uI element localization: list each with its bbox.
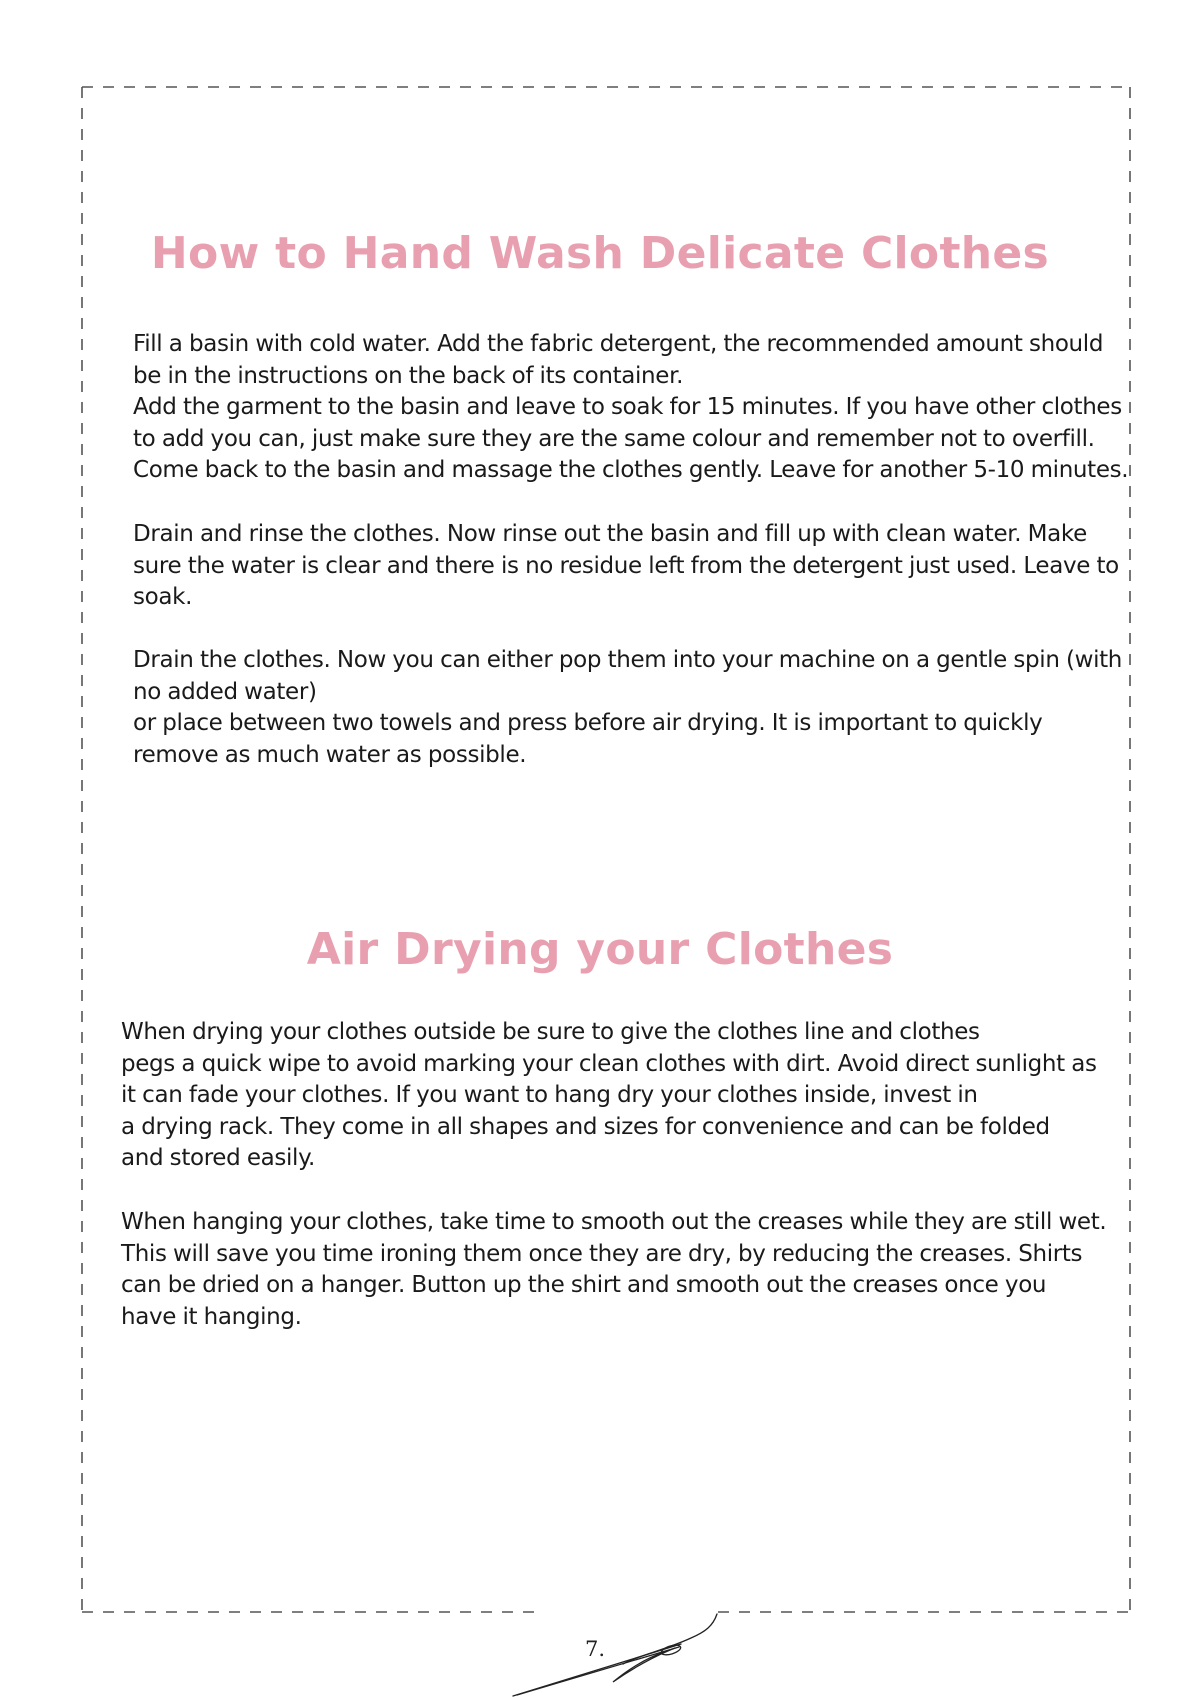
hand-wash-paragraph-2 (133, 519, 1119, 614)
text-line: to add you can, just make sure they are the same colour and remember not to overfill. (133, 425, 1095, 452)
text-line: soak. (133, 584, 193, 610)
text-line: be in the instructions on the back of its container. (133, 362, 684, 389)
text-line: no added water) (133, 678, 317, 705)
text-line: can be dried on a hanger. Button up the shirt and smooth out the creases once you (121, 1272, 1047, 1298)
text-line: When drying your clothes outside be sure to give the clothes line and clothes (121, 1019, 980, 1045)
text-line: This will save you time ironing them once they are dry, by reducing the creases. Shirts (121, 1240, 1083, 1267)
text-line: have it hanging. (121, 1303, 302, 1330)
hand-wash-paragraph-3 (133, 645, 1122, 771)
section-title-air-drying: Air Drying your Clothes (306, 924, 894, 975)
text-line: and stored easily. (121, 1145, 316, 1171)
text-line: Add the garment to the basin and leave to soak for 15 minutes. If you have other clothes (133, 394, 1122, 420)
text-line: pegs a quick wipe to avoid marking your clean clothes with dirt. Avoid direct sunlight as (121, 1050, 1097, 1077)
page-number: 7. (584, 1637, 606, 1661)
hand-wash-paragraph-1 (133, 329, 1128, 487)
air-drying-paragraph-1 (121, 1017, 1097, 1175)
text-line: a drying rack. They come in all shapes and sizes for convenience and can be folded (121, 1113, 1050, 1140)
section-title-hand-wash: How to Hand Wash Delicate Clothes (150, 228, 1050, 279)
air-drying-paragraph-2 (121, 1207, 1106, 1333)
text-line: Drain the clothes. Now you can either pop them into your machine on a gentle spin (with (133, 647, 1123, 673)
text-line: Drain and rinse the clothes. Now rinse out the basin and fill up with clean water. Make (133, 521, 1087, 547)
text-line: or place between two towels and press before air drying. It is important to quickly (133, 710, 1043, 736)
text-line: remove as much water as possible. (133, 741, 527, 768)
text-line: it can fade your clothes. If you want to hang dry your clothes inside, invest in (121, 1082, 978, 1108)
text-line: When hanging your clothes, take time to smooth out the creases while they are still wet. (121, 1209, 1107, 1235)
text-line: Come back to the basin and massage the clothes gently. Leave for another 5-10 minutes. (133, 457, 1129, 483)
text-line: Fill a basin with cold water. Add the fabric detergent, the recommended amount should (133, 331, 1104, 357)
text-line: sure the water is clear and there is no residue left from the detergent just used. Leave to (133, 552, 1119, 579)
